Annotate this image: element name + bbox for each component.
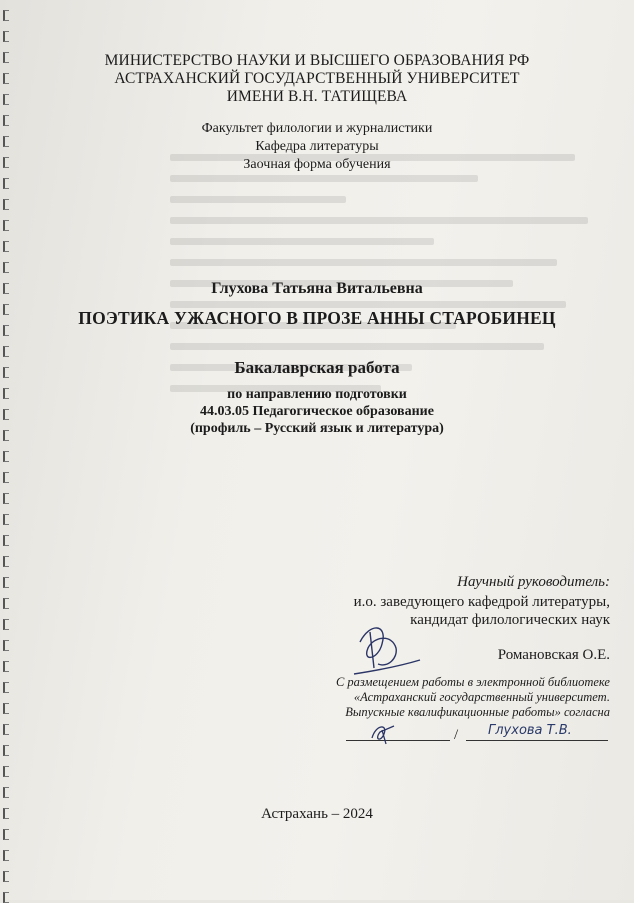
supervisor-name: Романовская О.Е. [497, 647, 610, 663]
binding-coil [3, 640, 9, 651]
author-name: Глухова Татьяна Витальевна [211, 280, 423, 297]
department-name: Кафедра литературы [255, 139, 379, 154]
binding-coil [3, 31, 9, 42]
binding-coil [3, 220, 9, 231]
permission-statement [336, 675, 610, 720]
binding-coil [3, 346, 9, 357]
binding-coil [3, 850, 9, 861]
binding-coil [3, 661, 9, 672]
binding-coil [3, 199, 9, 210]
header-line-ministry: МИНИСТЕРСТВО НАУКИ И ВЫСШЕГО ОБРАЗОВАНИЯ РФ [104, 52, 530, 69]
binding-coil [3, 598, 9, 609]
binding-coil [3, 556, 9, 567]
binding-coil [3, 787, 9, 798]
supervisor-position-1: и.о. заведующего кафедрой литературы, [353, 594, 610, 610]
signature-separator: / [454, 727, 459, 743]
work-type: Бакалаврская работа [234, 358, 400, 377]
binding-coil [3, 682, 9, 693]
binding-coil [3, 178, 9, 189]
direction-line-3: (профиль – Русский язык и литература) [190, 421, 444, 436]
binding-coil [3, 262, 9, 273]
binding-coil [3, 892, 9, 903]
binding-coil [3, 472, 9, 483]
direction-block [0, 386, 634, 437]
faculty-name: Факультет филологии и журналистики [201, 121, 433, 136]
permission-line-1: С размещением работы в электронной библиотеке [335, 675, 610, 689]
permission-line-3: Выпускные квалификационные работы» согласна [345, 705, 610, 719]
bleed-through-text [170, 140, 610, 520]
binding-coil [3, 829, 9, 840]
supervisor-label: Научный руководитель: [457, 574, 610, 590]
header-line-university: АСТРАХАНСКИЙ ГОСУДАРСТВЕННЫЙ УНИВЕРСИТЕТ [114, 70, 520, 87]
city-year: Астрахань – 2024 [261, 806, 373, 822]
binding-coil [3, 514, 9, 525]
study-form: Заочная форма обучения [243, 157, 391, 172]
binding-coil [3, 703, 9, 714]
binding-coil [3, 493, 9, 504]
binding-coil [3, 619, 9, 630]
faculty-block [0, 120, 634, 174]
binding-coil [3, 10, 9, 21]
binding-coil [3, 871, 9, 882]
binding-coil [3, 745, 9, 756]
header-line-named: ИМЕНИ В.Н. ТАТИЩЕВА [226, 88, 408, 105]
binding-coil [3, 724, 9, 735]
supervisor-signature [340, 612, 430, 680]
ministry-header [0, 52, 634, 106]
binding-coil [3, 451, 9, 462]
student-signature-name: Глухова Т.В. [488, 723, 572, 738]
binding-coil [3, 535, 9, 546]
binding-coil [3, 766, 9, 777]
binding-coil [3, 241, 9, 252]
student-signature-mark [366, 720, 406, 746]
signature-line-right [466, 740, 608, 741]
direction-line-1: по направлению подготовки [227, 387, 407, 402]
binding-coil [3, 577, 9, 588]
thesis-title: ПОЭТИКА УЖАСНОГО В ПРОЗЕ АННЫ СТАРОБИНЕЦ [78, 308, 556, 328]
permission-line-2: «Астраханский государственный университет. [353, 690, 610, 704]
direction-line-2: 44.03.05 Педагогическое образование [200, 404, 434, 419]
supervisor-position-2: кандидат филологических наук [410, 612, 610, 628]
